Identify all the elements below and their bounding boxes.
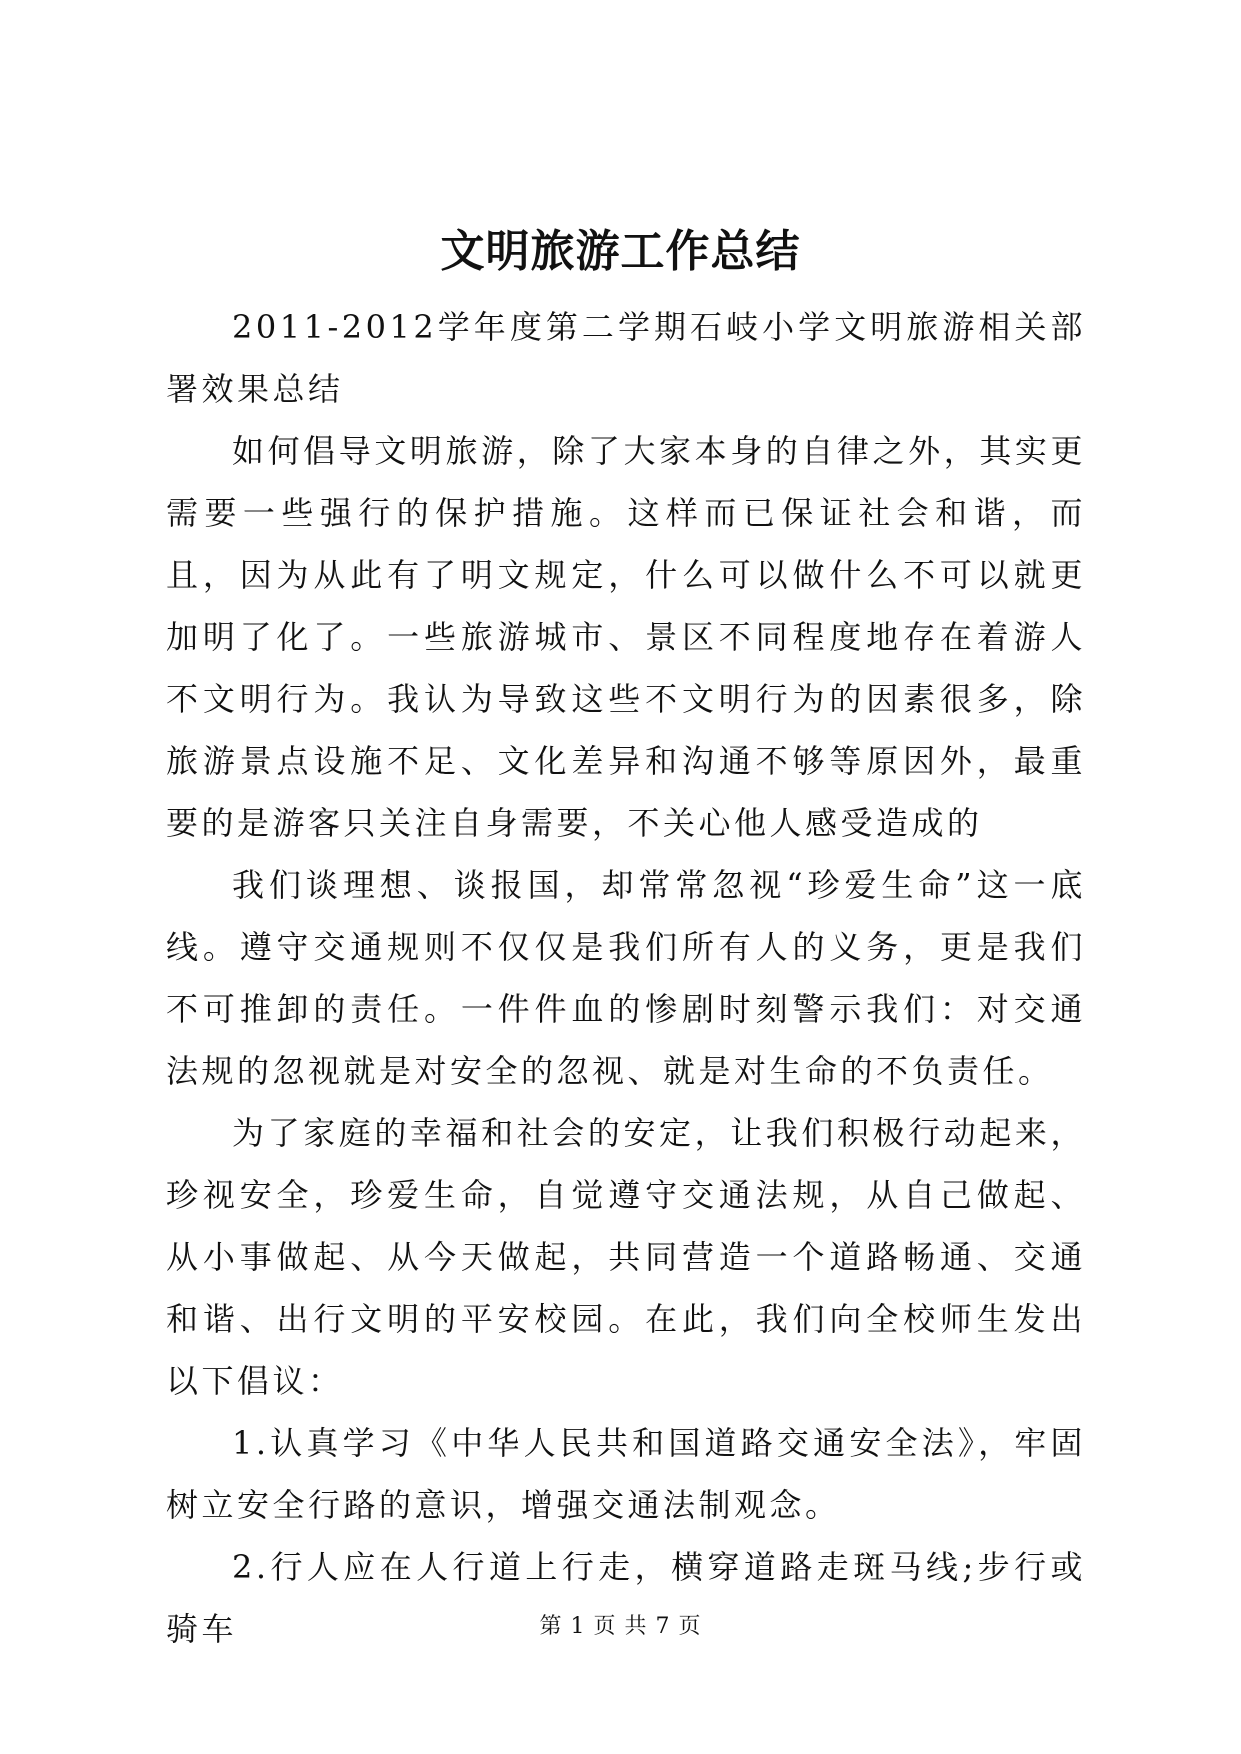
- paragraph-advocate-civilized-travel: 如何倡导文明旅游，除了大家本身的自律之外，其实更需要一些强行的保护措施。这样而已保证社会和谐，而且，因为从此有了明文规定，什么可以做什么不可以就更加明了化了。一些旅游城市、景区不同程度地存在着游人不文明行为。我认为导致这些不文明行为的因素很多，除旅游景点设施不足、文化差异和沟通不够等原因外，最重要的是游客只关注自身需要，不关心他人感受造成的: [166, 432, 1086, 842]
- document-title: 文明旅游工作总结: [440, 226, 801, 277]
- paragraph-cherish-life: 我们谈理想、谈报国，却常常忽视“珍爱生命”这一底线。遵守交通规则不仅仅是我们所有人的义务，更是我们不可推卸的责任。一件件血的惨剧时刻警示我们：对交通法规的忽视就是对安全的忽视、就是对生命的不负责任。: [166, 866, 1086, 1090]
- paragraph-item-2: 2.行人应在人行道上行走，横穿道路走斑马线;步行或骑车: [166, 1548, 1086, 1648]
- paragraph-call-to-action: 为了家庭的幸福和社会的安定，让我们积极行动起来，珍视安全，珍爱生命，自觉遵守交通法规，从自己做起、从小事做起、从今天做起，共同营造一个道路畅通、交通和谐、出行文明的平安校园。在此，我们向全校师生发出以下倡议：: [166, 1114, 1086, 1400]
- paragraph-subtitle: 2011-2012学年度第二学期石岐小学文明旅游相关部署效果总结: [166, 308, 1086, 408]
- paragraph-item-1: 1.认真学习《中华人民共和国道路交通安全法》，牢固树立安全行路的意识，增强交通法制观念。: [166, 1424, 1086, 1524]
- page-number-footer: 第 1 页 共 7 页: [539, 1614, 702, 1639]
- document-body: [166, 296, 1086, 1660]
